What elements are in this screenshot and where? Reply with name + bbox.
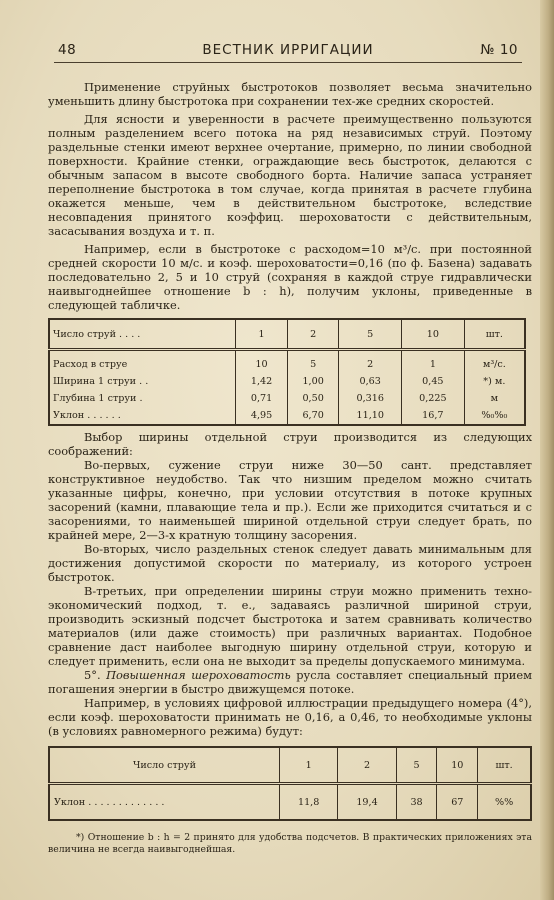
section-title: Повышенная шероховатость	[106, 668, 291, 682]
table-header-row	[49, 747, 531, 784]
page-spine-shadow	[540, 0, 554, 900]
table-cell: 38	[396, 784, 437, 821]
table-cell: Расход в струе	[53, 359, 128, 370]
table-row	[49, 390, 525, 407]
table-cell: 1,00	[287, 373, 339, 390]
column-header: 5	[339, 319, 402, 350]
table-cell: 0,225	[402, 390, 465, 407]
table-cell: 2	[339, 350, 402, 374]
running-header	[54, 42, 522, 63]
column-header: 1	[279, 747, 337, 784]
table-cell: 1	[402, 350, 465, 374]
paragraph: Во-первых, сужение струи ниже 30—50 сант. представляет конструктивное неудобство. Так что низшим пределом можно считать указанные цифры, конечно, при условии отсутствия в потоке крупных засорений (камни, плавающие тела и пр.). Если же приходится считаться и с засорениями, то наименьшей шириной отдельной струи следует брать, по крайней мере, 2—3-х кратную толщину засорения.	[48, 458, 532, 542]
table-cell: 6,70	[287, 407, 339, 425]
table-cell: 16,7	[402, 407, 465, 425]
table-slopes-high-roughness	[48, 746, 532, 821]
table-row	[49, 784, 531, 821]
paragraph: Например, если в быстротоке с расходом=10 м³/с. при постоянной средней скорости 10 м/с. и коэф. шероховатости=0,16 (по ф. Базена) задавать последовательно 2, 5 и 10 струй (сохраняя в каждой струе гидравлически наивыгоднейшее отношение b : h), получим уклоны, приведенные в следующей табличке.	[48, 242, 532, 312]
paragraph: Например, в условиях цифровой иллюстрации предыдущего номера (4°), если коэф. шероховатости принимать не 0,16, а 0,46, то необходимые уклоны (в условиях равномерного режима) будут:	[48, 696, 532, 738]
article-body	[48, 80, 532, 827]
column-header: 2	[287, 319, 339, 350]
table-cell: %₀%₀	[464, 407, 525, 425]
column-header: 2	[338, 747, 396, 784]
table-cell: *) м.	[464, 373, 525, 390]
table-cell: %%	[478, 784, 531, 821]
table-slopes-by-jets	[48, 318, 526, 426]
column-header: Число струй . . . .	[49, 319, 236, 350]
column-header: Число струй	[49, 747, 279, 784]
paragraph: Во-вторых, число раздельных стенок следует давать минимальным для достижения допустимой скорости по материалу, из которого устроен быстроток.	[48, 542, 532, 584]
table-cell: 11,10	[339, 407, 402, 425]
paragraph-roughness	[48, 668, 532, 696]
table-row	[49, 373, 525, 390]
paragraph-text: русла составляет специальный прием погашения энергии в быстро движущемся потоке.	[48, 668, 532, 696]
column-header: 1	[236, 319, 288, 350]
table-row	[49, 350, 525, 374]
paragraph: Выбор ширины отдельной струи производится из следующих соображений:	[48, 430, 532, 458]
table-cell: 67	[437, 784, 478, 821]
table-cell: м³/с.	[464, 350, 525, 374]
table-cell: 10	[236, 350, 288, 374]
table-cell: Уклон . . . . . . . . . . . . .	[54, 796, 165, 808]
table-cell: 5	[287, 350, 339, 374]
column-header: 10	[402, 319, 465, 350]
column-header: 5	[396, 747, 437, 784]
column-header: шт.	[464, 319, 525, 350]
journal-title: ВЕСТНИК ИРРИГАЦИИ	[202, 42, 374, 58]
table-cell: Уклон . . . . . .	[53, 410, 121, 421]
table-row	[49, 407, 525, 425]
table-cell: 11,8	[279, 784, 337, 821]
paragraph: В-третьих, при определении ширины струи можно применить техно-экономический подход, т. е., задаваясь различной шириной струи, производить эскизный подсчет быстротока и затем сравнивать количество материалов (или даже стоимость) при различных вариантах. Подобное сравнение даст наиболее выгодную ширину отдельной струи, которую и следует применить, если она не выходит за пределы допускаемого минимума.	[48, 584, 532, 668]
paragraph: Для ясности и уверенности в расчете преимущественно пользуются полным разделением всего потока на ряд независимых струй. Поэтому раздельные стенки имеют верхнее очертание, примерно, по линии свободной поверхности. Крайние стенки, ограждающие весь быстроток, делаются с обычным запасом в высоте свободного борта. Наличие запаса устраняет переполнение быстротока в том случае, когда принятая в расчете глубина окажется меньше, чем в действительном быстротоке, вследствие несовпадения принятого коэффиц. шероховатости с действительным, засасывания воздуха и т. п.	[48, 112, 532, 238]
table-header-row	[49, 319, 525, 350]
column-header: шт.	[478, 747, 531, 784]
table-cell: 19,4	[338, 784, 396, 821]
paragraph: Применение струйных быстротоков позволяет весьма значительно уменьшить длину быстротока при сохранении тех-же средних скоростей.	[48, 80, 532, 108]
table-cell: 0,71	[236, 390, 288, 407]
table-cell: Глубина 1 струи .	[53, 393, 143, 404]
table-cell: Ширина 1 струи . .	[53, 376, 149, 387]
table-cell: м	[464, 390, 525, 407]
section-number: 5°.	[84, 668, 101, 682]
footnote: *) Отношение b : h = 2 принято для удобства подсчетов. В практических приложениях эта величина не всегда наивыгоднейшая.	[48, 832, 532, 855]
table-cell: 0,45	[402, 373, 465, 390]
table-cell: 1,42	[236, 373, 288, 390]
table-cell: 0,316	[339, 390, 402, 407]
issue-number: № 10	[480, 42, 518, 58]
table-cell: 4,95	[236, 407, 288, 425]
column-header: 10	[437, 747, 478, 784]
table-cell: 0,50	[287, 390, 339, 407]
page-number: 48	[58, 42, 77, 58]
table-cell: 0,63	[339, 373, 402, 390]
